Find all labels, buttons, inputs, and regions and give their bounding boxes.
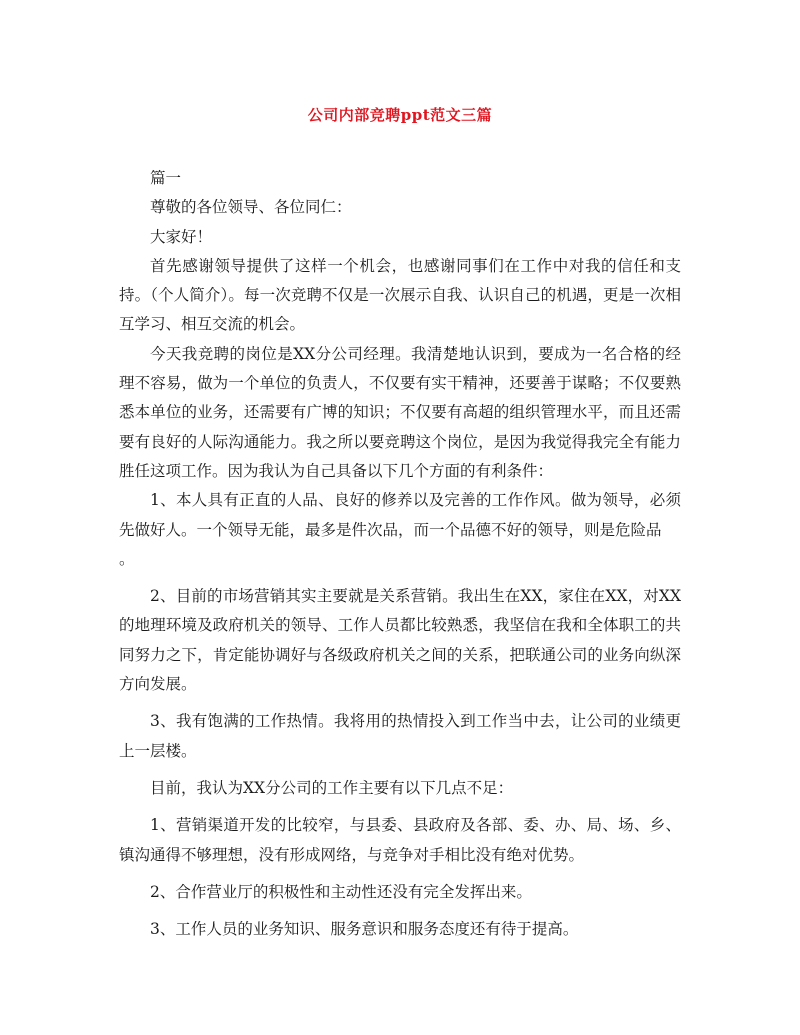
paragraph-shortcoming-1: 1、营销渠道开发的比较窄，与县委、县政府及各部、委、办、局、场、乡、镇沟通得不够理想，没有形成网络，与竞争对手相比没有绝对优势。 — [119, 816, 681, 864]
document-title: 公司内部竞聘ppt范文三篇 — [307, 106, 493, 124]
paragraph-section-label: 篇一 — [150, 169, 182, 187]
paragraph-shortcoming-2: 2、合作营业厅的积极性和主动性还没有完全发挥出来。 — [150, 882, 532, 901]
paragraph-position: 今天我竞聘的岗位是XX分公司经理。我清楚地认识到，要成为一名合格的经理不容易，做为一个单位的负责人，不仅要有实干精神，还要善于谋略；不仅要熟悉本单位的业务，还需要有广博的知识；不仅要有高超的组织管理水平，而且还需要有良好的人际沟通能力。我之所以要竞聘这个岗位，是因为我觉得我完全有能力胜任这项工作。因为我认为自己具备以下几个方面的有利条件： — [119, 344, 681, 480]
paragraph-condition-1: 1、本人具有正直的人品、良好的修养以及完善的工作作风。做为领导，必须先做好人。一个领导无能，最多是件次品，而一个品德不好的领导，则是危险品 — [119, 491, 681, 539]
document-body — [119, 164, 681, 944]
paragraph-thanks: 首先感谢领导提供了这样一个机会，也感谢同事们在工作中对我的信任和支持。（个人简介）。每一次竞聘不仅是一次展示自我、认识自己的机遇，更是一次相互学习、相互交流的机会。 — [119, 256, 681, 334]
paragraph-greeting: 大家好！ — [150, 227, 213, 246]
paragraph-shortcomings-intro: 目前，我认为XX分公司的工作主要有以下几点不足： — [150, 778, 514, 797]
paragraph-condition-2: 2、目前的市场营销其实主要就是关系营销。我出生在XX，家住在XX，对XX的地理环境及政府机关的领导、工作人员都比较熟悉，我坚信在我和全体职工的共同努力之下，肯定能协调好与各级政府机关之间的关系，把联通公司的业务向纵深方向发展。 — [119, 587, 681, 694]
paragraph-shortcoming-3: 3、工作人员的业务知识、服务意识和服务态度还有待于提高。 — [150, 920, 579, 939]
paragraph-condition-3: 3、我有饱满的工作热情。我将用的热情投入到工作当中去，让公司的业绩更上一层楼。 — [119, 712, 681, 760]
paragraph-salutation: 尊敬的各位领导、各位同仁： — [150, 198, 352, 217]
paragraph-condition-1-tail: 。 — [119, 549, 135, 568]
